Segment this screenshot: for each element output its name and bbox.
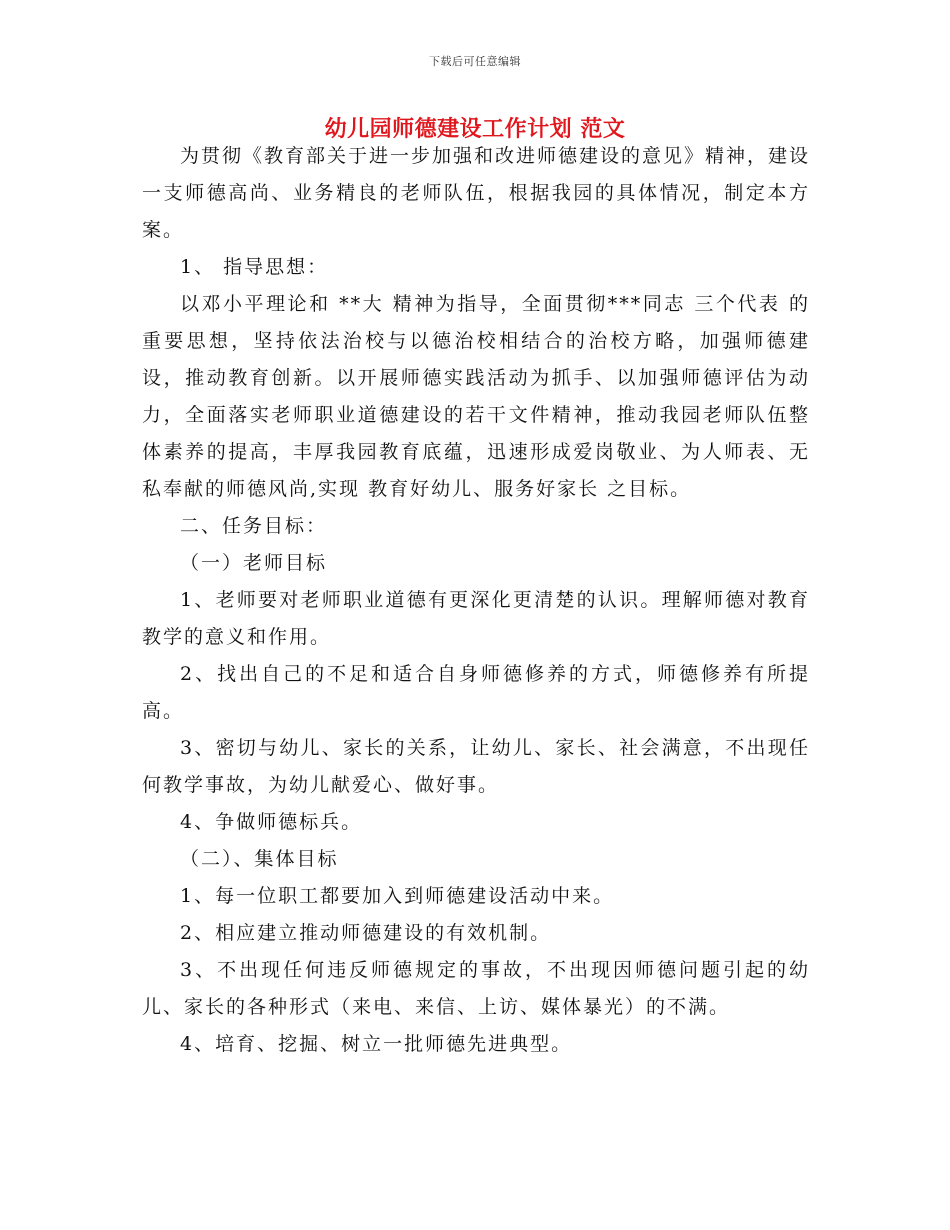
collective-goal-item: 3、不出现任何违反师德规定的事故，不出现因师德问题引起的幼儿、家长的各种形式（来电、来信、上访、媒体暴光）的不满。 [142, 959, 810, 1018]
paragraph-guiding-thought: 以邓小平理论和 **大 精神为指导，全面贯彻***同志 三个代表 的重要思想，坚持依法治校与以德治校相结合的治校方略，加强师德建设，推动教育创新。以开展师德实践活动为抓手、以加强师德评估为动力，全面落实老师职业道德建设的若干文件精神，推动我园老师队伍整体素养的提高，丰厚我园教育底蕴，迅速形成爱岗敬业、为人师表、无私奉献的师德风尚,实现 教育好幼儿、服务好家长 之目标。 [142, 293, 810, 500]
paragraph-intro: 为贯彻《教育部关于进一步加强和改进师德建设的意见》精神，建设一支师德高尚、业务精良的老师队伍，根据我园的具体情况，制定本方案。 [142, 145, 811, 241]
heading-guiding-thought: 1、 指导思想： [180, 256, 329, 278]
teacher-goal-item: 3、密切与幼儿、家长的关系，让幼儿、家长、社会满意，不出现任何教学事故，为幼儿献爱心、做好事。 [142, 737, 810, 796]
teacher-goal-item: 2、找出自己的不足和适合自身师德修养的方式，师德修养有所提高。 [142, 663, 810, 722]
subheading-collective-goals: （二）、集体目标 [180, 848, 339, 870]
document-title: 幼儿园师德建设工作计划 范文 [324, 116, 626, 142]
header-note: 下载后可任意编辑 [429, 55, 521, 68]
collective-goal-item: 1、每一位职工都要加入到师德建设活动中来。 [180, 885, 615, 907]
subheading-teacher-goals: （一）老师目标 [180, 552, 328, 574]
collective-goal-item: 4、培育、挖掘、树立一批师德先进典型。 [180, 1033, 573, 1055]
teacher-goal-item: 1、老师要对老师职业道德有更深化更清楚的认识。理解师德对教育教学的意义和作用。 [142, 589, 810, 648]
document-body [142, 138, 810, 1063]
heading-task-goals: 二、任务目标： [180, 515, 328, 537]
teacher-goal-item: 4、争做师德标兵。 [180, 811, 363, 833]
collective-goal-item: 2、相应建立推动师德建设的有效机制。 [180, 922, 552, 944]
